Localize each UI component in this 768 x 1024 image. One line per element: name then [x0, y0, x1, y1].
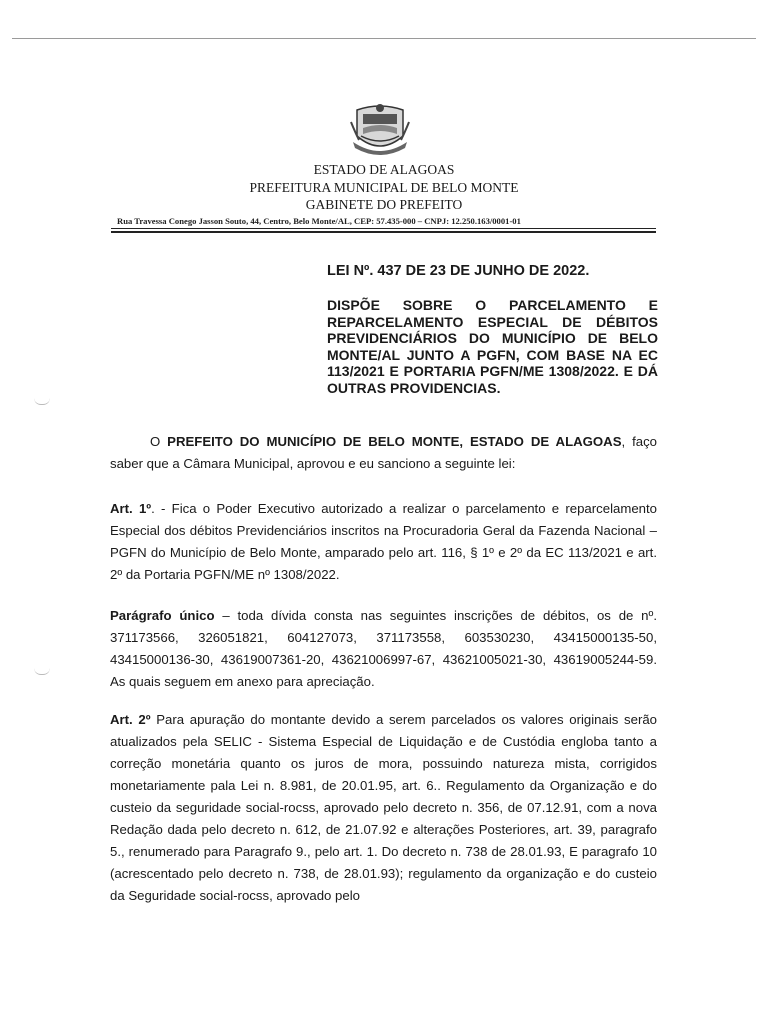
state-name: ESTADO DE ALAGOAS: [313, 162, 455, 177]
paragrafo-unico-text: – toda dívida consta nas seguintes inscrições de débitos, os de nº. 371173566, 326051821, 604127073, 371173558, 603530230, 43415000135-50, 43415000136-30, 43619007361-20, 43621006997-67, 43621005021-30, 43619005244-59. As quais seguem em anexo para apreciação.: [110, 608, 657, 689]
article-1-label: Art. 1º: [110, 501, 152, 516]
paragrafo-unico: [110, 605, 657, 693]
article-1: [110, 498, 657, 586]
intro-paragraph: [110, 431, 657, 475]
address-line: Rua Travessa Conego Jasson Souto, 44, Centro, Belo Monte/AL, CEP: 57.435-000 – CNPJ: 12.250.163/0001-01: [117, 216, 521, 226]
article-2-text: Para apuração do montante devido a serem parcelados os valores originais serão atualizados pela SELIC - Sistema Especial de Liquidação e de Custódia engloba tanto a correção monetária quanto os juros de mora, possuindo natureza mista, corrigidos monetariamente pala Lei n. 8.981, de 20.01.95, art. 6.. Regulamento da Organização e do custeio da seguridade social-rocss, aprovado pelo decreto n. 356, de 07.12.91, com a nova Redação dada pelo decreto n. 612, de 21.07.92 e alterações Posteriores, art. 39, paragrafo 5., renumerado para Paragrafo 9., pelo art. 1. Do decreto n. 738 de 28.01.93, E paragrafo 10 (acrescentado pelo decreto n. 738, de 28.01.93); regulamento da organização e do custeio da Seguridade social-rocss, aprovado pelo: [110, 712, 658, 903]
law-title: LEI Nº. 437 DE 23 DE JUNHO DE 2022.: [327, 263, 590, 279]
article-2-label: Art. 2º: [110, 712, 151, 727]
intro-bold: PREFEITO DO MUNICÍPIO DE BELO MONTE, ESTADO DE ALAGOAS: [167, 434, 622, 449]
header-divider: [111, 228, 656, 229]
scan-edge-line: [12, 38, 756, 39]
office-name: GABINETE DO PREFEITO: [305, 197, 463, 212]
scan-mark: [34, 398, 50, 405]
header-divider-thick: [111, 231, 656, 233]
article-1-text: . - Fica o Poder Executivo autorizado a realizar o parcelamento e reparcelamento Especial dos débitos Previdenciários inscritos na Procuradoria Geral da Fazenda Nacional – PGFN do Município de Belo Monte, amparado pelo art. 116, § 1º e 2º da EC 113/2021 e art. 2º da Portaria PGFN/ME nº 1308/2022.: [110, 501, 657, 582]
paragrafo-unico-label: Parágrafo único: [110, 608, 215, 623]
intro-rest: , faço saber que a Câmara Municipal, aprovou e eu sanciono a seguinte lei:: [110, 434, 657, 471]
article-2: [110, 709, 657, 907]
municipal-coat-of-arms-icon: [349, 102, 411, 160]
law-ementa: DISPÕE SOBRE O PARCELAMENTO E REPARCELAMENTO ESPECIAL DE DÉBITOS PREVIDENCIÁRIOS DO MUNICÍPIO DE BELO MONTE/AL JUNTO A PGFN, COM BASE NA EC 113/2021 E PORTARIA PGFN/ME 1308/2022. E DÁ OUTRAS PROVIDENCIAS.: [327, 297, 658, 396]
intro-lead: O: [150, 434, 168, 449]
prefecture-name: PREFEITURA MUNICIPAL DE BELO MONTE: [249, 180, 519, 195]
scan-mark: [34, 668, 50, 675]
